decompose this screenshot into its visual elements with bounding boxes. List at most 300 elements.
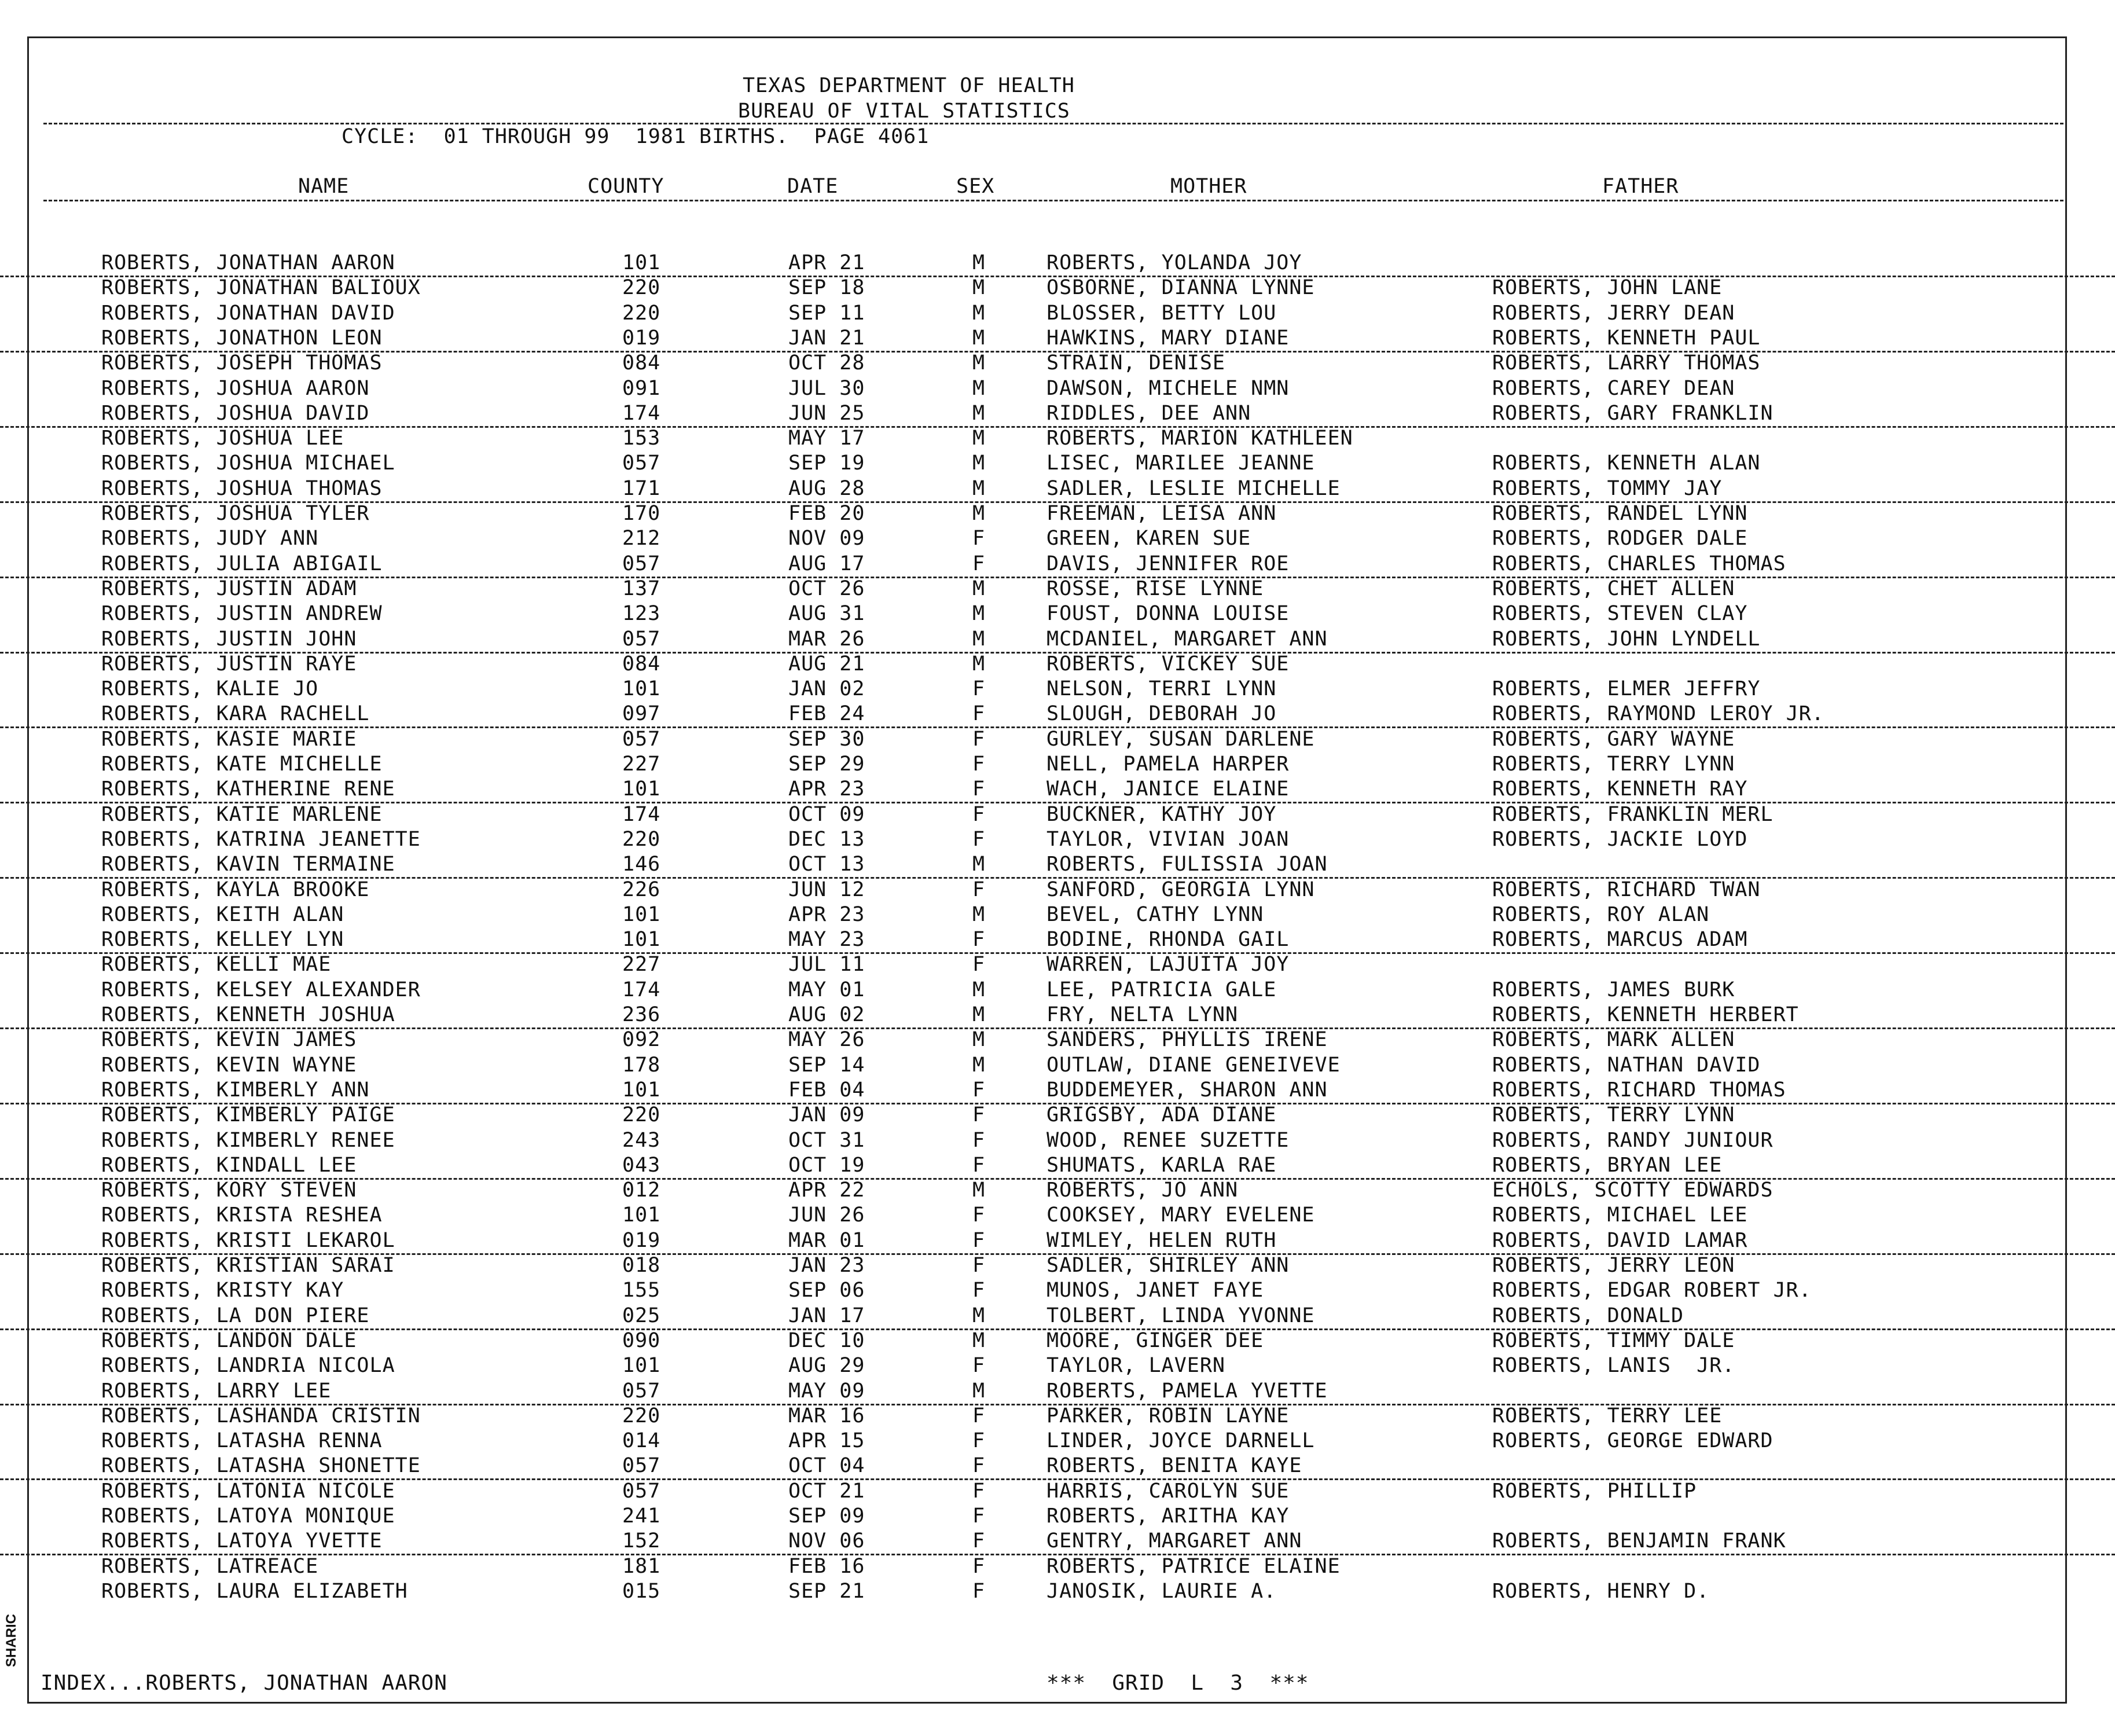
- cell-sex: M: [972, 351, 986, 375]
- cell-sex: M: [972, 427, 986, 450]
- cell-name: ROBERTS, KORY STEVEN: [101, 1179, 357, 1202]
- cell-date: FEB 20: [788, 502, 865, 525]
- cell-mother: ROBERTS, JO ANN: [1047, 1179, 1239, 1202]
- cell-county: 057: [622, 727, 661, 751]
- cell-date: JAN 21: [788, 326, 865, 350]
- cell-date: AUG 17: [788, 552, 865, 575]
- cell-date: MAY 01: [788, 978, 865, 1001]
- cell-mother: SANDERS, PHYLLIS IRENE: [1047, 1028, 1328, 1052]
- cell-date: JAN 09: [788, 1103, 865, 1127]
- table-row: [0, 376, 2115, 401]
- table-row: [0, 351, 2115, 376]
- cell-name: ROBERTS, LASHANDA CRISTIN: [101, 1404, 421, 1427]
- table-row: [0, 1479, 2115, 1504]
- table-row: [0, 1178, 2115, 1203]
- cell-father: ROBERTS, KENNETH ALAN: [1492, 452, 1761, 475]
- cell-father: ROBERTS, MARCUS ADAM: [1492, 928, 1748, 952]
- table-row: [0, 1278, 2115, 1303]
- cell-date: OCT 04: [788, 1454, 865, 1478]
- cell-date: AUG 02: [788, 1003, 865, 1026]
- cell-county: 236: [622, 1003, 661, 1026]
- cell-mother: ROBERTS, PAMELA YVETTE: [1047, 1379, 1328, 1403]
- cell-mother: BEVEL, CATHY LYNN: [1047, 902, 1264, 926]
- cell-date: MAY 17: [788, 427, 865, 450]
- table-row: [0, 552, 2115, 578]
- cell-date: AUG 28: [788, 476, 865, 500]
- cell-county: 057: [622, 627, 661, 651]
- cell-father: ROBERTS, CAREY DEAN: [1492, 376, 1735, 400]
- cell-name: ROBERTS, JUDY ANN: [101, 527, 319, 550]
- cell-father: ROBERTS, RANDY JUNIOUR: [1492, 1128, 1773, 1152]
- table-row: [0, 1027, 2115, 1052]
- table-row: [0, 251, 2115, 277]
- cell-county: 025: [622, 1304, 661, 1327]
- cell-mother: SLOUGH, DEBORAH JO: [1047, 702, 1277, 726]
- cell-date: OCT 31: [788, 1128, 865, 1152]
- cell-date: SEP 21: [788, 1579, 865, 1603]
- table-row: [0, 1253, 2115, 1278]
- column-header-mother: MOTHER: [1170, 175, 1247, 198]
- column-header-county: COUNTY: [588, 175, 664, 198]
- cell-date: DEC 10: [788, 1328, 865, 1352]
- cell-sex: F: [972, 552, 986, 575]
- cell-date: APR 23: [788, 902, 865, 926]
- header-rule-2: [43, 200, 2063, 201]
- cell-county: 123: [622, 602, 661, 626]
- cell-date: OCT 26: [788, 577, 865, 600]
- cell-county: 015: [622, 1579, 661, 1603]
- cell-name: ROBERTS, JOSHUA LEE: [101, 427, 344, 450]
- cell-father: ROBERTS, JACKIE LOYD: [1492, 827, 1748, 851]
- table-row: [0, 1429, 2115, 1454]
- cell-mother: SANFORD, GEORGIA LYNN: [1047, 878, 1315, 901]
- cell-mother: HAWKINS, MARY DIANE: [1047, 326, 1290, 350]
- table-row: [0, 1078, 2115, 1104]
- cell-name: ROBERTS, KRISTI LEKAROL: [101, 1228, 395, 1252]
- cell-mother: BLOSSER, BETTY LOU: [1047, 301, 1277, 325]
- cell-father: ROBERTS, MICHAEL LEE: [1492, 1203, 1748, 1227]
- cell-father: ROBERTS, RODGER DALE: [1492, 527, 1748, 550]
- table-row: [0, 1379, 2115, 1405]
- cell-name: ROBERTS, LARRY LEE: [101, 1379, 332, 1403]
- cell-father: ROBERTS, DAVID LAMAR: [1492, 1228, 1748, 1252]
- cell-name: ROBERTS, KIMBERLY PAIGE: [101, 1103, 395, 1127]
- cell-father: ROBERTS, TIMMY DALE: [1492, 1328, 1735, 1352]
- cell-father: ROBERTS, TERRY LEE: [1492, 1404, 1723, 1427]
- table-row: [0, 1304, 2115, 1330]
- table-row: [0, 501, 2115, 526]
- cell-mother: GURLEY, SUSAN DARLENE: [1047, 727, 1315, 751]
- cell-mother: BUDDEMEYER, SHARON ANN: [1047, 1078, 1328, 1102]
- cell-county: 146: [622, 853, 661, 876]
- cell-date: FEB 16: [788, 1554, 865, 1578]
- cell-father: ROBERTS, JAMES BURK: [1492, 978, 1735, 1001]
- cell-sex: F: [972, 1103, 986, 1127]
- cell-date: OCT 19: [788, 1153, 865, 1177]
- cell-mother: GRIGSBY, ADA DIANE: [1047, 1103, 1277, 1127]
- cell-mother: JANOSIK, LAURIE A.: [1047, 1579, 1277, 1603]
- cell-sex: F: [972, 1554, 986, 1578]
- cell-date: FEB 04: [788, 1078, 865, 1102]
- cell-sex: M: [972, 602, 986, 626]
- cell-date: OCT 21: [788, 1479, 865, 1503]
- cell-sex: F: [972, 928, 986, 952]
- cell-date: NOV 09: [788, 527, 865, 550]
- cell-name: ROBERTS, JONATHON LEON: [101, 326, 383, 350]
- cell-mother: COOKSEY, MARY EVELENE: [1047, 1203, 1315, 1227]
- cell-county: 019: [622, 1228, 661, 1252]
- cell-father: ROBERTS, JOHN LYNDELL: [1492, 627, 1761, 651]
- cell-sex: F: [972, 1354, 986, 1378]
- cell-county: 243: [622, 1128, 661, 1152]
- cell-county: 092: [622, 1028, 661, 1052]
- cell-county: 220: [622, 1103, 661, 1127]
- cell-sex: F: [972, 1279, 986, 1302]
- table-row: [0, 301, 2115, 326]
- cell-county: 227: [622, 753, 661, 776]
- cell-sex: M: [972, 1379, 986, 1403]
- cell-name: ROBERTS, KAYLA BROOKE: [101, 878, 370, 901]
- cell-father: ROBERTS, GARY FRANKLIN: [1492, 401, 1773, 425]
- cell-name: ROBERTS, LATREACE: [101, 1554, 319, 1578]
- table-row: [0, 702, 2115, 728]
- table-row: [0, 476, 2115, 503]
- cell-sex: F: [972, 1529, 986, 1553]
- cell-county: 220: [622, 1404, 661, 1427]
- cell-name: ROBERTS, JOSHUA TYLER: [101, 502, 370, 525]
- cell-date: FEB 24: [788, 702, 865, 726]
- cell-name: ROBERTS, JULIA ABIGAIL: [101, 552, 383, 575]
- cell-father: ROBERTS, TERRY LYNN: [1492, 1103, 1735, 1127]
- cell-mother: RIDDLES, DEE ANN: [1047, 401, 1251, 425]
- cell-sex: M: [972, 326, 986, 350]
- cell-county: 101: [622, 902, 661, 926]
- cell-date: OCT 28: [788, 351, 865, 375]
- cell-mother: SHUMATS, KARLA RAE: [1047, 1153, 1277, 1177]
- table-row: [0, 752, 2115, 777]
- cell-name: ROBERTS, KRISTY KAY: [101, 1279, 344, 1302]
- cell-mother: NELSON, TERRI LYNN: [1047, 677, 1277, 701]
- cell-county: 178: [622, 1053, 661, 1077]
- cell-father: ROBERTS, TOMMY JAY: [1492, 476, 1723, 500]
- cell-father: ROBERTS, RICHARD TWAN: [1492, 878, 1761, 901]
- cell-name: ROBERTS, KELSEY ALEXANDER: [101, 978, 421, 1001]
- cell-county: 057: [622, 1379, 661, 1403]
- cell-father: ROBERTS, RAYMOND LEROY JR.: [1492, 702, 1824, 726]
- cell-sex: M: [972, 1003, 986, 1026]
- cell-father: ROBERTS, NATHAN DAVID: [1492, 1053, 1761, 1077]
- cell-sex: F: [972, 878, 986, 901]
- cell-name: ROBERTS, JOSHUA AARON: [101, 376, 370, 400]
- cell-sex: F: [972, 1504, 986, 1528]
- cell-name: ROBERTS, JONATHAN DAVID: [101, 301, 395, 325]
- cell-sex: F: [972, 677, 986, 701]
- cell-date: JUL 11: [788, 953, 865, 977]
- cell-name: ROBERTS, LATOYA YVETTE: [101, 1529, 383, 1553]
- cell-mother: NELL, PAMELA HARPER: [1047, 753, 1290, 776]
- cell-sex: F: [972, 1128, 986, 1152]
- cell-date: SEP 11: [788, 301, 865, 325]
- cell-county: 057: [622, 552, 661, 575]
- cell-name: ROBERTS, JUSTIN ADAM: [101, 577, 357, 600]
- cell-sex: F: [972, 1479, 986, 1503]
- cell-sex: M: [972, 301, 986, 325]
- cell-mother: ROBERTS, ARITHA KAY: [1047, 1504, 1290, 1528]
- cell-father: ROBERTS, KENNETH RAY: [1492, 777, 1748, 801]
- cell-date: AUG 31: [788, 602, 865, 626]
- cell-county: 227: [622, 953, 661, 977]
- cell-sex: M: [972, 276, 986, 300]
- cell-mother: SADLER, LESLIE MICHELLE: [1047, 476, 1341, 500]
- cell-sex: M: [972, 452, 986, 475]
- cell-sex: M: [972, 1304, 986, 1327]
- header-rule-1: [43, 123, 2063, 124]
- cell-mother: FRY, NELTA LYNN: [1047, 1003, 1239, 1026]
- cell-county: 220: [622, 827, 661, 851]
- cell-mother: GENTRY, MARGARET ANN: [1047, 1529, 1302, 1553]
- table-row: [0, 1579, 2115, 1604]
- cell-sex: F: [972, 1078, 986, 1102]
- cell-date: SEP 30: [788, 727, 865, 751]
- cell-mother: GREEN, KAREN SUE: [1047, 527, 1251, 550]
- cell-county: 212: [622, 527, 661, 550]
- table-row: [0, 1103, 2115, 1128]
- cell-county: 226: [622, 878, 661, 901]
- cell-county: 097: [622, 702, 661, 726]
- cell-county: 241: [622, 1504, 661, 1528]
- table-row: [0, 952, 2115, 977]
- cell-sex: M: [972, 853, 986, 876]
- table-row: [0, 1128, 2115, 1153]
- cell-name: ROBERTS, LANDRIA NICOLA: [101, 1354, 395, 1378]
- cell-county: 101: [622, 1078, 661, 1102]
- cell-sex: F: [972, 1429, 986, 1453]
- cell-date: MAY 26: [788, 1028, 865, 1052]
- cell-father: ROBERTS, JERRY DEAN: [1492, 301, 1735, 325]
- bureau-title: BUREAU OF VITAL STATISTICS: [738, 100, 1070, 123]
- cell-county: 153: [622, 427, 661, 450]
- side-label: SHARIC: [3, 1613, 19, 1667]
- cell-county: 101: [622, 1354, 661, 1378]
- cell-father: ROBERTS, RANDEL LYNN: [1492, 502, 1748, 525]
- cell-mother: LINDER, JOYCE DARNELL: [1047, 1429, 1315, 1453]
- cell-name: ROBERTS, KIMBERLY ANN: [101, 1078, 370, 1102]
- cell-county: 018: [622, 1254, 661, 1277]
- cell-father: ROBERTS, DONALD: [1492, 1304, 1684, 1327]
- cell-county: 171: [622, 476, 661, 500]
- cell-mother: MUNOS, JANET FAYE: [1047, 1279, 1264, 1302]
- cell-date: OCT 09: [788, 802, 865, 826]
- cell-mother: HARRIS, CAROLYN SUE: [1047, 1479, 1290, 1503]
- cell-name: ROBERTS, KATIE MARLENE: [101, 802, 383, 826]
- cell-name: ROBERTS, LATOYA MONIQUE: [101, 1504, 395, 1528]
- table-row: [0, 927, 2115, 954]
- cell-date: JAN 02: [788, 677, 865, 701]
- cell-mother: PARKER, ROBIN LAYNE: [1047, 1404, 1290, 1427]
- cycle-line: CYCLE: 01 THROUGH 99 1981 BIRTHS. PAGE 4061: [342, 125, 930, 148]
- cell-name: ROBERTS, JUSTIN RAYE: [101, 652, 357, 676]
- cell-mother: DAVIS, JENNIFER ROE: [1047, 552, 1290, 575]
- cell-father: ROBERTS, TERRY LYNN: [1492, 753, 1735, 776]
- cell-sex: F: [972, 1203, 986, 1227]
- table-row: [0, 426, 2115, 451]
- cell-date: NOV 06: [788, 1529, 865, 1553]
- cell-name: ROBERTS, KEITH ALAN: [101, 902, 344, 926]
- table-row: [0, 727, 2115, 752]
- cell-mother: ROBERTS, MARION KATHLEEN: [1047, 427, 1353, 450]
- cell-name: ROBERTS, JOSEPH THOMAS: [101, 351, 383, 375]
- cell-name: ROBERTS, KATHERINE RENE: [101, 777, 395, 801]
- table-row: [0, 577, 2115, 601]
- cell-name: ROBERTS, LATONIA NICOLE: [101, 1479, 395, 1503]
- cell-date: JAN 17: [788, 1304, 865, 1327]
- cell-date: SEP 29: [788, 753, 865, 776]
- cell-sex: F: [972, 527, 986, 550]
- cell-name: ROBERTS, KELLEY LYN: [101, 928, 344, 952]
- cell-mother: WACH, JANICE ELAINE: [1047, 777, 1290, 801]
- cell-county: 043: [622, 1153, 661, 1177]
- table-row: [0, 1353, 2115, 1378]
- table-row: [0, 827, 2115, 852]
- table-row: [0, 1053, 2115, 1078]
- table-row: [0, 802, 2115, 827]
- cell-name: ROBERTS, KRISTA RESHEA: [101, 1203, 383, 1227]
- cell-father: ROBERTS, PHILLIP: [1492, 1479, 1697, 1503]
- cell-mother: DAWSON, MICHELE NMN: [1047, 376, 1290, 400]
- cell-mother: ROBERTS, BENITA KAYE: [1047, 1454, 1302, 1478]
- table-row: [0, 902, 2115, 927]
- cell-father: ROBERTS, STEVEN CLAY: [1492, 602, 1748, 626]
- cell-county: 174: [622, 978, 661, 1001]
- cell-mother: ROSSE, RISE LYNNE: [1047, 577, 1264, 600]
- cell-date: JUL 30: [788, 376, 865, 400]
- cell-county: 014: [622, 1429, 661, 1453]
- cell-county: 170: [622, 502, 661, 525]
- cell-father: ROBERTS, GARY WAYNE: [1492, 727, 1735, 751]
- cell-mother: ROBERTS, YOLANDA JOY: [1047, 251, 1302, 274]
- cell-sex: F: [972, 1153, 986, 1177]
- cell-sex: F: [972, 827, 986, 851]
- cell-date: MAR 01: [788, 1228, 865, 1252]
- cell-date: APR 21: [788, 251, 865, 274]
- table-row: [0, 777, 2115, 803]
- table-row: [0, 1554, 2115, 1579]
- cell-name: ROBERTS, KELLI MAE: [101, 953, 332, 977]
- cell-name: ROBERTS, KAVIN TERMAINE: [101, 853, 395, 876]
- cell-date: AUG 29: [788, 1354, 865, 1378]
- table-row: [0, 1504, 2115, 1529]
- table-row: [0, 1328, 2115, 1353]
- index-footer: INDEX...ROBERTS, JONATHAN AARON: [41, 1671, 447, 1695]
- cell-sex: F: [972, 727, 986, 751]
- cell-date: DEC 13: [788, 827, 865, 851]
- cell-county: 174: [622, 802, 661, 826]
- cell-county: 181: [622, 1554, 661, 1578]
- table-row: [0, 276, 2115, 300]
- cell-mother: OUTLAW, DIANE GENEIVEVE: [1047, 1053, 1341, 1077]
- cell-mother: WOOD, RENEE SUZETTE: [1047, 1128, 1290, 1152]
- cell-father: ROBERTS, KENNETH PAUL: [1492, 326, 1761, 350]
- cell-date: MAY 23: [788, 928, 865, 952]
- cell-county: 220: [622, 276, 661, 300]
- cell-date: OCT 13: [788, 853, 865, 876]
- table-row: [0, 652, 2115, 677]
- cell-sex: M: [972, 978, 986, 1001]
- column-header-name: NAME: [298, 175, 350, 198]
- cell-county: 084: [622, 351, 661, 375]
- cell-county: 155: [622, 1279, 661, 1302]
- cell-father: ROBERTS, ROY ALAN: [1492, 902, 1710, 926]
- cell-mother: TOLBERT, LINDA YVONNE: [1047, 1304, 1315, 1327]
- cell-sex: F: [972, 753, 986, 776]
- table-row: [0, 526, 2115, 551]
- cell-date: AUG 21: [788, 652, 865, 676]
- cell-father: ROBERTS, FRANKLIN MERL: [1492, 802, 1773, 826]
- cell-county: 152: [622, 1529, 661, 1553]
- table-row: [0, 401, 2115, 428]
- cell-county: 101: [622, 677, 661, 701]
- cell-father: ROBERTS, BRYAN LEE: [1492, 1153, 1723, 1177]
- cell-date: MAR 26: [788, 627, 865, 651]
- table-row: [0, 627, 2115, 654]
- cell-father: ROBERTS, CHARLES THOMAS: [1492, 552, 1786, 575]
- cell-mother: TAYLOR, VIVIAN JOAN: [1047, 827, 1290, 851]
- cell-sex: M: [972, 1328, 986, 1352]
- cell-mother: FOUST, DONNA LOUISE: [1047, 602, 1290, 626]
- cell-sex: M: [972, 251, 986, 274]
- cell-county: 101: [622, 928, 661, 952]
- table-row: [0, 852, 2115, 879]
- cell-county: 057: [622, 1479, 661, 1503]
- cell-father: ROBERTS, BENJAMIN FRANK: [1492, 1529, 1786, 1553]
- cell-name: ROBERTS, JUSTIN JOHN: [101, 627, 357, 651]
- table-row: [0, 1153, 2115, 1180]
- table-row: [0, 1454, 2115, 1480]
- cell-name: ROBERTS, KENNETH JOSHUA: [101, 1003, 395, 1026]
- cell-father: ECHOLS, SCOTTY EDWARDS: [1492, 1179, 1773, 1202]
- table-row: [0, 1203, 2115, 1228]
- cell-date: JUN 12: [788, 878, 865, 901]
- cell-county: 057: [622, 1454, 661, 1478]
- cell-name: ROBERTS, KINDALL LEE: [101, 1153, 357, 1177]
- cell-name: ROBERTS, JONATHAN AARON: [101, 251, 395, 274]
- cell-father: ROBERTS, LARRY THOMAS: [1492, 351, 1761, 375]
- cell-county: 174: [622, 401, 661, 425]
- cell-county: 012: [622, 1179, 661, 1202]
- org-title: TEXAS DEPARTMENT OF HEALTH: [743, 74, 1075, 97]
- column-header-date: DATE: [787, 175, 839, 198]
- table-row: [0, 601, 2115, 626]
- cell-name: ROBERTS, LATASHA SHONETTE: [101, 1454, 421, 1478]
- cell-sex: M: [972, 1028, 986, 1052]
- cell-sex: F: [972, 802, 986, 826]
- cell-name: ROBERTS, KARA RACHELL: [101, 702, 370, 726]
- cell-father: ROBERTS, EDGAR ROBERT JR.: [1492, 1279, 1812, 1302]
- table-row: [0, 1003, 2115, 1029]
- cell-date: MAR 16: [788, 1404, 865, 1427]
- cell-mother: ROBERTS, FULISSIA JOAN: [1047, 853, 1328, 876]
- cell-sex: M: [972, 627, 986, 651]
- cell-sex: M: [972, 476, 986, 500]
- cell-sex: F: [972, 1454, 986, 1478]
- cell-name: ROBERTS, KIMBERLY RENEE: [101, 1128, 395, 1152]
- cell-mother: ROBERTS, PATRICE ELAINE: [1047, 1554, 1341, 1578]
- cell-name: ROBERTS, JUSTIN ANDREW: [101, 602, 383, 626]
- cell-date: APR 15: [788, 1429, 865, 1453]
- table-row: [0, 326, 2115, 353]
- cell-date: MAY 09: [788, 1379, 865, 1403]
- table-row: [0, 677, 2115, 702]
